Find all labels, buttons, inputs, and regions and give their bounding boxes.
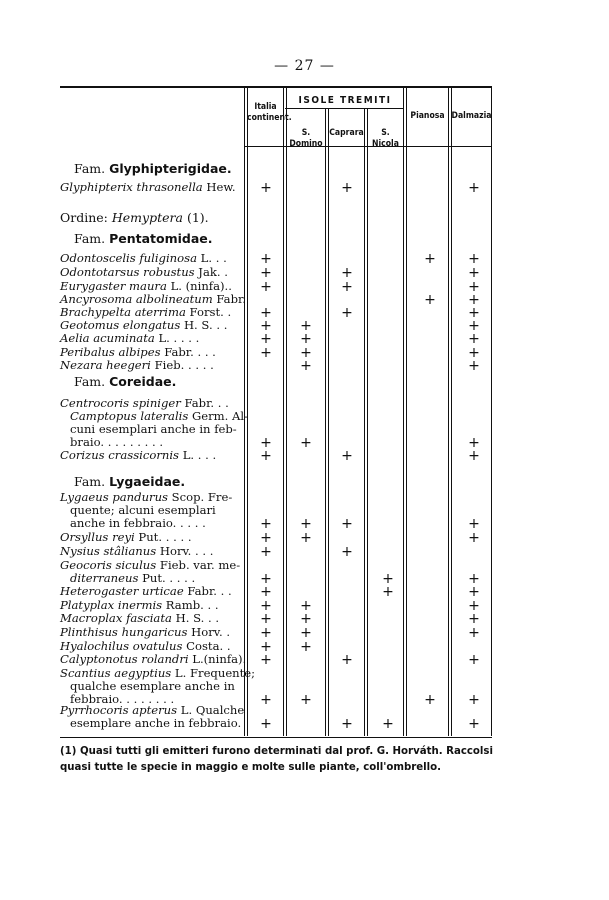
species-author: Jak. . (194, 265, 228, 279)
species-line (60, 626, 240, 639)
presence-mark: + (260, 265, 272, 281)
table-bottom-rule (60, 737, 492, 738)
species-entry (60, 491, 240, 530)
presence-mark: + (300, 530, 312, 546)
order-heading: Ordine: Hemyptera (1). (60, 210, 209, 225)
isole-rule (285, 108, 403, 109)
presence-mark: + (468, 692, 480, 708)
species-name: Corizus crassicornis (60, 448, 180, 462)
species-line (60, 449, 240, 462)
presence-mark: + (341, 265, 353, 281)
species-name: Peribalus albipes (60, 345, 161, 359)
species-author: Fabr. . . . (160, 345, 216, 359)
species-author: H. S. . . (171, 611, 220, 625)
presence-mark: + (300, 625, 312, 641)
species-line (60, 517, 240, 530)
species-author: L. . . . (179, 448, 217, 462)
species-line (60, 252, 240, 265)
species-line (60, 652, 247, 666)
header-pianosa: Pianosa (410, 111, 445, 121)
presence-mark: + (468, 571, 480, 587)
col-divider-2b (286, 88, 287, 736)
presence-mark: + (260, 251, 272, 267)
species-entry (60, 332, 240, 345)
presence-mark: + (468, 265, 480, 281)
presence-mark: + (468, 279, 480, 295)
species-author: Hew. (202, 180, 236, 194)
species-author: cuni esemplari anche in feb- (70, 422, 237, 436)
col-divider-7 (491, 88, 492, 736)
species-name: Scantius aegyptius (60, 666, 172, 680)
presence-mark: + (341, 516, 353, 532)
header-s-nicola: S. Nicola (372, 128, 399, 149)
col-divider-4b (367, 109, 368, 736)
species-author: H. S. . . (180, 318, 228, 332)
presence-mark: + (300, 345, 312, 361)
species-author: Costa. . (182, 639, 231, 653)
col-divider-5b (406, 88, 407, 736)
species-entry (60, 652, 247, 666)
top-rule (60, 86, 492, 88)
species-entry (60, 252, 240, 265)
species-name: Odontotarsus robustus (60, 265, 195, 279)
presence-mark: + (260, 571, 272, 587)
species-author: Horv. . . . (156, 544, 214, 558)
species-author: L. (ninfa).. (166, 279, 232, 293)
species-line (60, 359, 240, 372)
species-author: Scop. Fre- (168, 490, 233, 504)
presence-mark: + (260, 692, 272, 708)
species-author: L. Frequente; (171, 666, 256, 680)
species-name: Pyrrhocoris apterus (60, 703, 178, 717)
species-name: Geocoris siculus (60, 558, 157, 572)
presence-mark: + (468, 652, 480, 668)
species-name: Geotomus elongatus (60, 318, 181, 332)
presence-mark: + (260, 516, 272, 532)
species-name: Macroplax fasciata (60, 611, 172, 625)
presence-mark: + (260, 180, 272, 196)
header-dalmazia: Dalmazia (451, 111, 492, 121)
col-divider-2a (283, 88, 284, 736)
species-author: L.(ninfa). (188, 652, 247, 666)
species-entry (60, 449, 240, 462)
presence-mark: + (468, 331, 480, 347)
species-name: Brachypelta aterrima (60, 305, 186, 319)
presence-mark: + (468, 435, 480, 451)
species-name: Orsyllus reyi (60, 530, 135, 544)
presence-mark: + (382, 716, 394, 732)
presence-mark: + (300, 331, 312, 347)
species-name: Nysius stâlianus (60, 544, 157, 558)
species-entry (60, 359, 240, 372)
page-number: — 27 — (274, 58, 335, 74)
species-line (60, 717, 240, 730)
presence-mark: + (341, 448, 353, 464)
presence-mark: + (424, 292, 436, 308)
col-divider-4a (364, 109, 365, 736)
species-author: anche in febbraio. . . . . (70, 516, 206, 530)
presence-mark: + (300, 318, 312, 334)
presence-mark: + (468, 448, 480, 464)
presence-mark: + (468, 625, 480, 641)
presence-mark: + (260, 625, 272, 641)
species-author: Fieb. var. me- (156, 558, 241, 572)
species-author: Fabr. . . (180, 396, 229, 410)
species-entry (60, 626, 240, 639)
header-caprara: Caprara (329, 128, 364, 138)
species-author: Germ. Al- (188, 409, 249, 423)
presence-mark: + (260, 544, 272, 560)
family-heading-pentatomidae: Fam. Pentatomidae. (74, 231, 213, 246)
presence-mark: + (300, 435, 312, 451)
species-line (60, 332, 240, 345)
presence-mark: + (260, 598, 272, 614)
col-divider-6b (451, 88, 452, 736)
species-name: Platyplax inermis (60, 598, 163, 612)
presence-mark: + (341, 652, 353, 668)
header-italia: Italia continent. (247, 102, 292, 123)
presence-mark: + (468, 530, 480, 546)
presence-mark: + (260, 331, 272, 347)
species-name: Camptopus lateralis (70, 409, 189, 423)
presence-mark: + (260, 584, 272, 600)
species-name: Plinthisus hungaricus (60, 625, 188, 639)
species-entry (60, 266, 240, 279)
species-name: Nezara heegeri (60, 358, 151, 372)
species-line (60, 181, 240, 194)
species-name: Lygaeus pandurus (60, 490, 168, 504)
presence-mark: + (260, 611, 272, 627)
col-divider-3b (328, 109, 329, 736)
species-author: L. . . . . (154, 331, 200, 345)
species-line (60, 266, 240, 279)
species-author: Fabr. . . (183, 584, 232, 598)
presence-mark: + (300, 639, 312, 655)
presence-mark: + (300, 598, 312, 614)
species-author: Put. . . . . (134, 530, 192, 544)
col-divider-3a (325, 109, 326, 736)
col-divider-6a (448, 88, 449, 736)
species-name: Ancyrosoma albolineatum (60, 292, 213, 306)
species-author: Horv. . (187, 625, 231, 639)
species-name: Centrocoris spiniger (60, 396, 181, 410)
species-line (60, 585, 240, 598)
presence-mark: + (468, 318, 480, 334)
species-name: diterraneus (70, 571, 139, 585)
species-author: Fabr. (212, 292, 246, 306)
presence-mark: + (260, 435, 272, 451)
presence-mark: + (300, 611, 312, 627)
species-author: Put. . . . . (138, 571, 196, 585)
presence-mark: + (424, 251, 436, 267)
presence-mark: + (260, 448, 272, 464)
species-line (60, 612, 240, 625)
species-name: Hyalochilus ovatulus (60, 639, 183, 653)
presence-mark: + (468, 611, 480, 627)
species-entry (60, 585, 240, 598)
presence-mark: + (300, 692, 312, 708)
presence-mark: + (468, 716, 480, 732)
presence-mark: + (468, 305, 480, 321)
presence-mark: + (468, 292, 480, 308)
species-name: Glyphipterix thrasonella (60, 180, 203, 194)
presence-mark: + (468, 358, 480, 374)
presence-mark: + (260, 345, 272, 361)
presence-mark: + (468, 251, 480, 267)
species-line (60, 545, 240, 558)
species-name: Aelia acuminata (60, 331, 155, 345)
presence-mark: + (468, 516, 480, 532)
species-author: Ramb. . . (162, 598, 219, 612)
species-name: Calyptonotus rolandri (60, 652, 189, 666)
presence-mark: + (468, 598, 480, 614)
presence-mark: + (341, 305, 353, 321)
presence-mark: + (260, 279, 272, 295)
presence-mark: + (260, 639, 272, 655)
species-entry (60, 703, 245, 730)
header-isole-tremiti: ISOLE TREMITI (298, 95, 392, 106)
species-name: Eurygaster maura (60, 279, 167, 293)
header-s-domino: S. Domino (289, 128, 323, 149)
species-author: qualche esemplare anche in (70, 679, 235, 693)
presence-mark: + (260, 652, 272, 668)
presence-mark: + (382, 571, 394, 587)
species-entry (60, 612, 240, 625)
species-name: Odontoscelis fuliginosa (60, 251, 197, 265)
presence-mark: + (382, 584, 394, 600)
species-author: quente; alcuni esemplari (70, 503, 216, 517)
presence-mark: + (260, 530, 272, 546)
presence-mark: + (300, 516, 312, 532)
presence-mark: + (424, 692, 436, 708)
species-entry (60, 559, 240, 585)
presence-mark: + (341, 180, 353, 196)
species-name: Heterogaster urticae (60, 584, 184, 598)
presence-mark: + (260, 305, 272, 321)
presence-mark: + (260, 318, 272, 334)
presence-mark: + (341, 716, 353, 732)
species-entry (60, 531, 240, 544)
presence-mark: + (300, 358, 312, 374)
species-author: esemplare anche in febbraio. (70, 716, 242, 730)
family-heading-coreidae: Fam. Coreidae. (74, 374, 177, 389)
footnote: (1) Quasi tutti gli emitteri furono determinati dal prof. G. Horváth. Raccolsi quasi tutte le specie in maggio e molte sulle piante, coll'ombrello. (60, 746, 493, 773)
species-author: L. . . (196, 251, 227, 265)
presence-mark: + (341, 544, 353, 560)
presence-mark: + (468, 584, 480, 600)
presence-mark: + (468, 180, 480, 196)
species-entry (60, 666, 256, 706)
species-author: braio. . . . . . . . . (70, 435, 164, 449)
presence-mark: + (468, 345, 480, 361)
family-heading-glyphipterigidae: Fam. Glyphipterigidae. (74, 161, 232, 176)
species-author: L. Qualche (177, 703, 245, 717)
presence-mark: + (341, 279, 353, 295)
species-line (60, 531, 240, 544)
col-divider-5a (403, 88, 404, 736)
species-author: Fieb. . . . . (150, 358, 214, 372)
family-heading-lygaeidae: Fam. Lygaeidae. (74, 474, 186, 489)
species-author: Forst. . (185, 305, 232, 319)
presence-mark: + (260, 716, 272, 732)
species-entry (60, 396, 249, 449)
species-entry (60, 545, 240, 558)
species-entry (60, 181, 240, 194)
species-author: febbraio. . . . . . . . (70, 692, 175, 706)
